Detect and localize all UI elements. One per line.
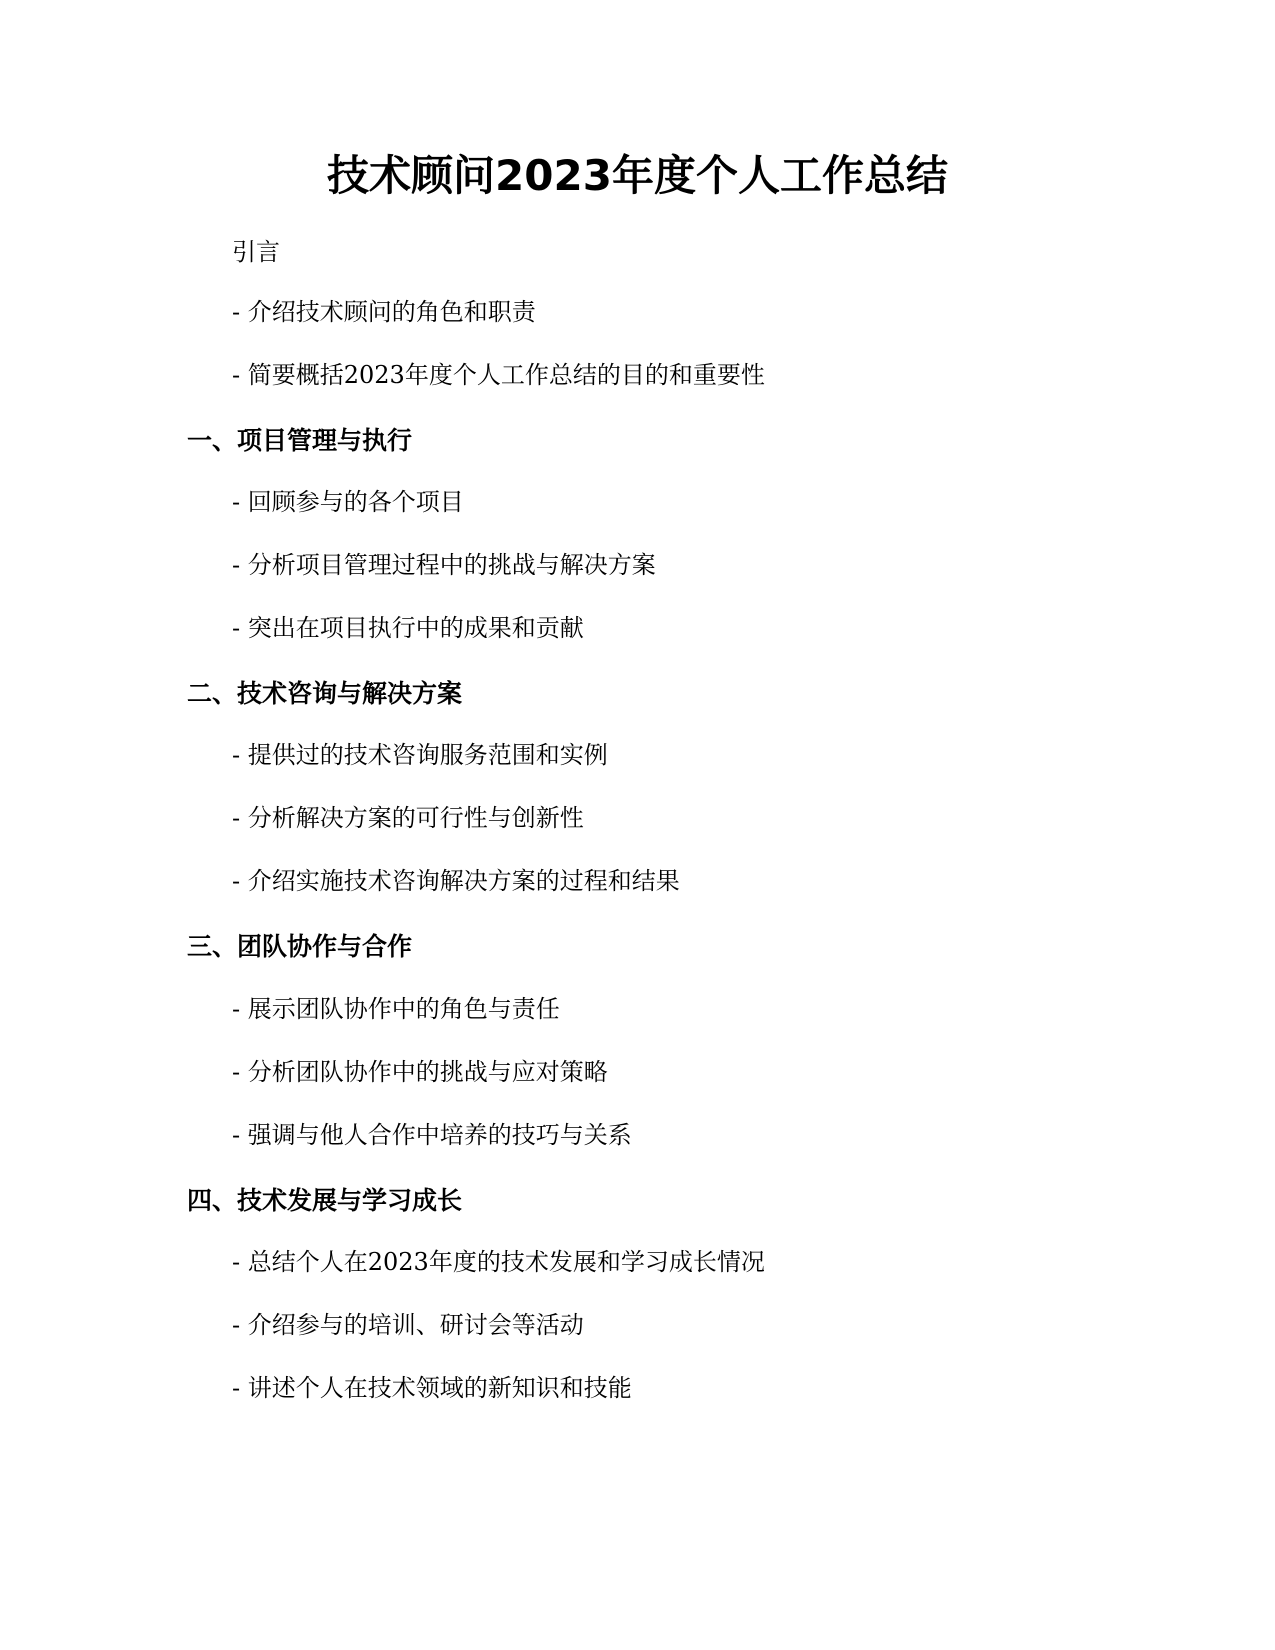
- intro-item: - 介绍技术顾问的角色和职责: [232, 298, 536, 326]
- list-item: - 展示团队协作中的角色与责任: [232, 995, 560, 1023]
- section-heading-tech-consulting: 二、技术咨询与解决方案: [187, 679, 463, 708]
- list-item: - 回顾参与的各个项目: [232, 488, 464, 516]
- intro-item: - 简要概括2023年度个人工作总结的目的和重要性: [232, 361, 765, 389]
- intro-label: 引言: [232, 238, 280, 266]
- list-item: - 介绍参与的培训、研讨会等活动: [232, 1311, 584, 1339]
- section-heading-tech-growth: 四、技术发展与学习成长: [187, 1186, 463, 1215]
- list-item: - 讲述个人在技术领域的新知识和技能: [232, 1374, 632, 1402]
- list-item: - 分析项目管理过程中的挑战与解决方案: [232, 551, 656, 579]
- section-heading-project-management: 一、项目管理与执行: [187, 426, 413, 455]
- list-item: - 提供过的技术咨询服务范围和实例: [232, 741, 608, 769]
- list-item: - 介绍实施技术咨询解决方案的过程和结果: [232, 867, 680, 895]
- list-item: - 分析团队协作中的挑战与应对策略: [232, 1058, 608, 1086]
- document-title: 技术顾问2023年度个人工作总结: [327, 151, 948, 200]
- list-item: - 总结个人在2023年度的技术发展和学习成长情况: [232, 1248, 765, 1276]
- list-item: - 强调与他人合作中培养的技巧与关系: [232, 1121, 632, 1149]
- list-item: - 分析解决方案的可行性与创新性: [232, 804, 584, 832]
- section-heading-teamwork: 三、团队协作与合作: [187, 932, 413, 961]
- list-item: - 突出在项目执行中的成果和贡献: [232, 614, 584, 642]
